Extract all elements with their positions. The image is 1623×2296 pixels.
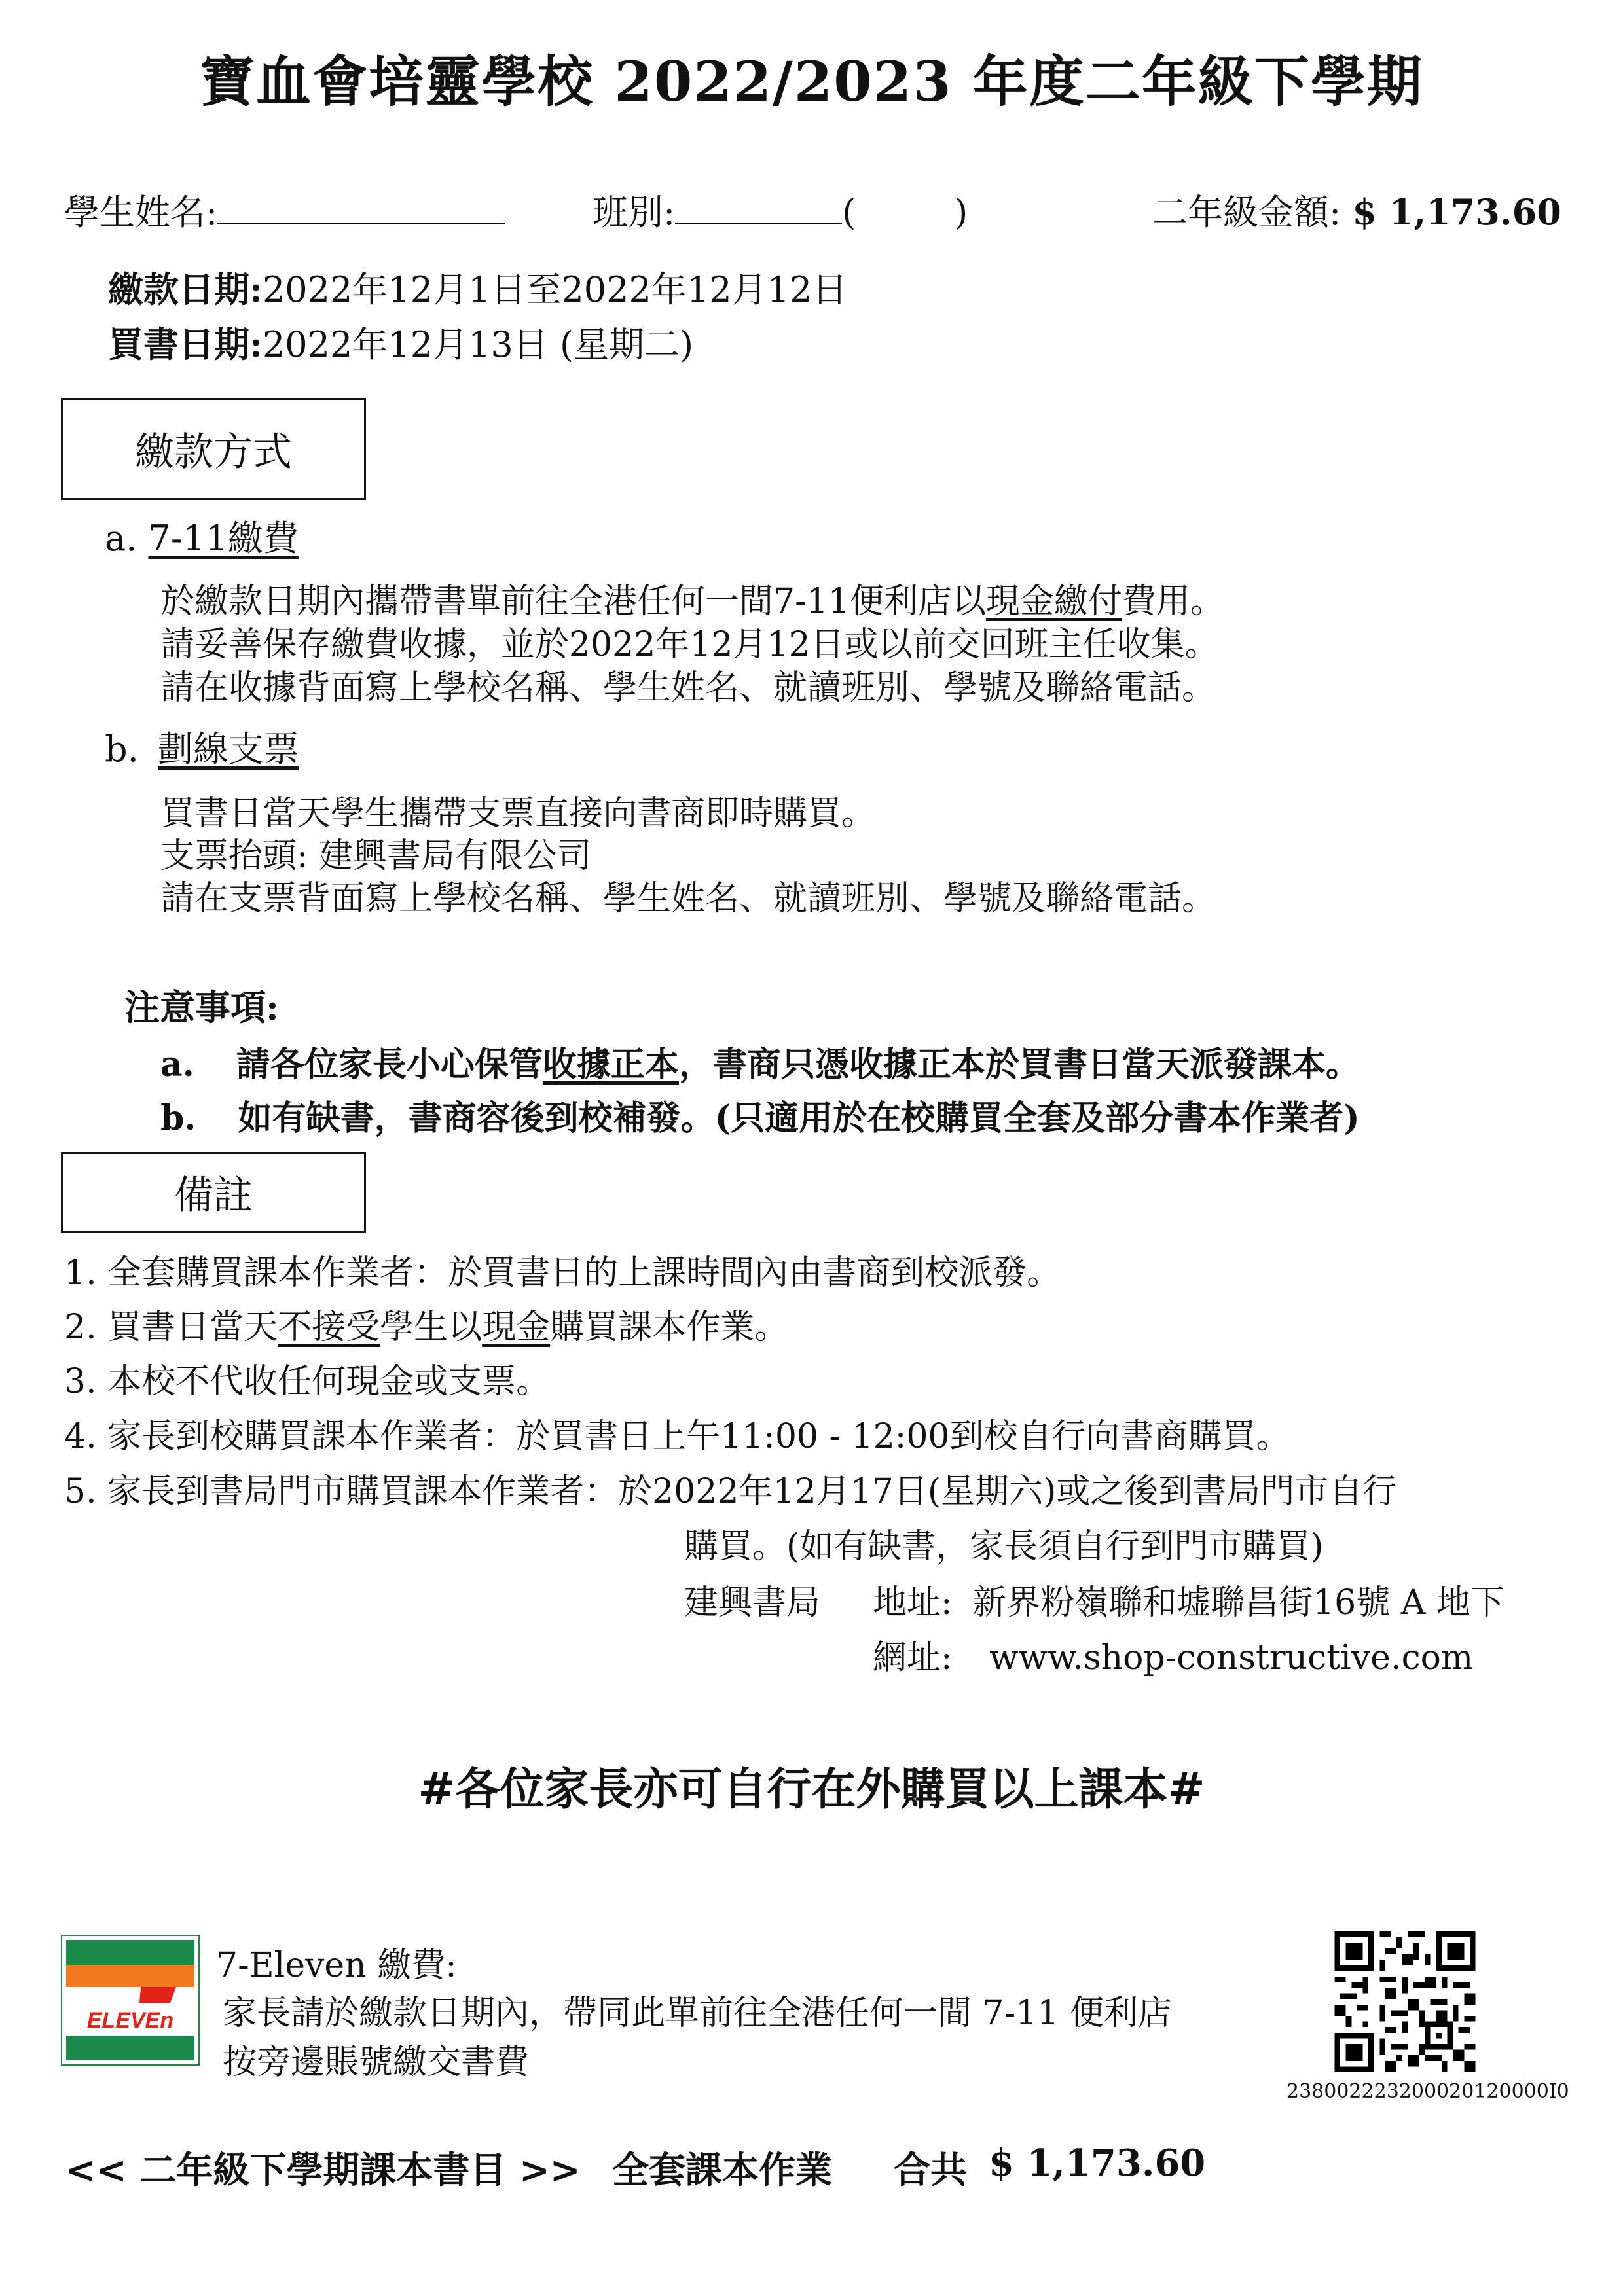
website-label: 網址:: [873, 1638, 953, 1677]
payment-date-value: 2022年12月1日至2022年12月12日: [262, 269, 848, 310]
class-field: [593, 185, 968, 235]
address-value: 新界粉嶺聯和墟聯昌街16號 A 地下: [972, 1583, 1504, 1623]
notes-heading: 注意事項:: [124, 986, 279, 1028]
payment-option-b: [105, 721, 299, 772]
remarks-item-3: 3. 本校不代收任何現金或支票。: [64, 1362, 551, 1401]
shop-name: 建興書局: [684, 1583, 821, 1623]
payment-date: [108, 262, 847, 312]
option-a-line1-pre: 於繳款日期內攜帶書單前往全港任何一間7-11便利店以: [160, 582, 986, 621]
option-b-marker: b.: [105, 728, 139, 770]
seven-eleven-logo-text: ELEVEn: [86, 2008, 174, 2033]
notes-b-text: 如有缺書，書商容後到校補發。(只適用於在校購買全套及部分書本作業者): [238, 1098, 1360, 1138]
remarks-2-underlined-2: 現金: [482, 1308, 551, 1347]
notes-a-pre: 請各位家長小心保管: [236, 1045, 543, 1085]
page-title: 寶血會培靈學校 2022/2023 年度二年級下學期: [200, 49, 1423, 114]
book-date-label: 買書日期:: [108, 323, 263, 365]
book-date-value: 2022年12月13日 (星期二): [262, 324, 694, 365]
payment-date-label: 繳款日期:: [108, 268, 263, 310]
student-name-label: 學生姓名:: [64, 192, 218, 233]
remarks-2-underlined-1: 不接受: [278, 1308, 380, 1347]
class-paren-open: (: [842, 192, 856, 233]
account-number: 238002223200020120000I0: [1286, 2080, 1569, 2103]
option-a-line2: 請妥善保存繳費收據，並於2022年12月12日或以前交回班主任收集。: [160, 625, 1219, 664]
class-paren-close: ): [954, 192, 968, 233]
option-a-marker: a.: [105, 518, 137, 559]
website-value: www.shop-constructive.com: [989, 1638, 1474, 1677]
student-name-blank: [217, 191, 505, 224]
remarks-item-5-cont: 購買。(如有缺書，家長須自行到門市購買): [684, 1527, 1324, 1566]
remarks-2-pre: 2. 買書日當天: [64, 1308, 278, 1347]
total-label: 合共: [894, 2149, 967, 2192]
notes-item-a: [160, 1037, 1360, 1086]
qr-code-icon: [1333, 1931, 1477, 2072]
seven-eleven-line2: 按旁邊賬號繳交書費: [223, 2043, 530, 2082]
student-name-field: [64, 185, 505, 235]
full-set-label: 全套課本作業: [612, 2149, 832, 2192]
option-b-line2: 支票抬頭: 建興書局有限公司: [160, 836, 592, 876]
option-a-title: 7-11繳費: [148, 518, 299, 559]
option-b-line1: 買書日當天學生攜帶支票直接向書商即時購買。: [160, 794, 876, 833]
remarks-2-mid: 學生以: [380, 1308, 483, 1347]
seven-eleven-line1: 家長請於繳款日期內，帶同此單前往全港任何一間 7-11 便利店: [223, 1994, 1172, 2033]
amount-label: 二年級金額:: [1152, 192, 1341, 233]
book-list-heading: << 二年級下學期課本書目 >>: [65, 2149, 581, 2192]
amount-value: $ 1,173.60: [1352, 191, 1561, 233]
grade-amount: [1152, 185, 1561, 235]
option-a-line3: 請在收據背面寫上學校名稱、學生姓名、就讀班別、學號及聯絡電話。: [160, 668, 1216, 708]
book-date: [108, 317, 693, 367]
class-blank: [675, 191, 842, 224]
notes-item-b: [160, 1090, 1360, 1139]
option-b-title: 劃線支票: [157, 728, 299, 770]
option-b-line3: 請在支票背面寫上學校名稱、學生姓名、就讀班別、學號及聯絡電話。: [160, 879, 1216, 918]
shop-address: [873, 1575, 1504, 1624]
option-a-line1: [160, 573, 1224, 622]
option-a-line1-post: 費用。: [1122, 582, 1224, 621]
remarks-item-4: 4. 家長到校購買課本作業者：於買書日上午11:00 - 12:00到校自行向書商購買。: [64, 1417, 1290, 1456]
total-amount: $ 1,173.60: [989, 2142, 1206, 2185]
qr-code: [1333, 1931, 1477, 2072]
seven-eleven-logo: [61, 1935, 200, 2066]
class-label: 班別:: [593, 192, 676, 233]
payment-method-heading: 繳款方式: [61, 398, 366, 500]
address-label: 地址:: [873, 1583, 953, 1623]
remarks-item-5: 5. 家長到書局門市購買課本作業者：於2022年12月17日(星期六)或之後到書局門市自行: [64, 1472, 1397, 1511]
notes-a-underlined: 收據正本: [542, 1045, 679, 1085]
remarks-heading: 備註: [61, 1152, 366, 1233]
remarks-item-1: 1. 全套購買課本作業者：於買書日的上課時間內由書商到校派發。: [64, 1253, 1061, 1293]
notes-a-marker: a.: [160, 1045, 194, 1085]
notes-a-post: ，書商只憑收據正本於買書日當天派發課本。: [678, 1045, 1360, 1085]
remarks-item-2: [64, 1299, 788, 1348]
shop-website: [873, 1630, 1473, 1679]
option-a-line1-underlined: 現金繳付: [985, 582, 1122, 621]
buy-elsewhere-banner: #各位家長亦可自行在外購買以上課本#: [418, 1763, 1205, 1816]
seven-eleven-label: 7-Eleven 繳費:: [216, 1946, 457, 1985]
payment-option-a: [105, 511, 299, 561]
notes-b-marker: b.: [160, 1098, 196, 1138]
remarks-2-post: 購買課本作業。: [550, 1308, 789, 1347]
seven-eleven-logo-icon: [61, 1935, 200, 2066]
